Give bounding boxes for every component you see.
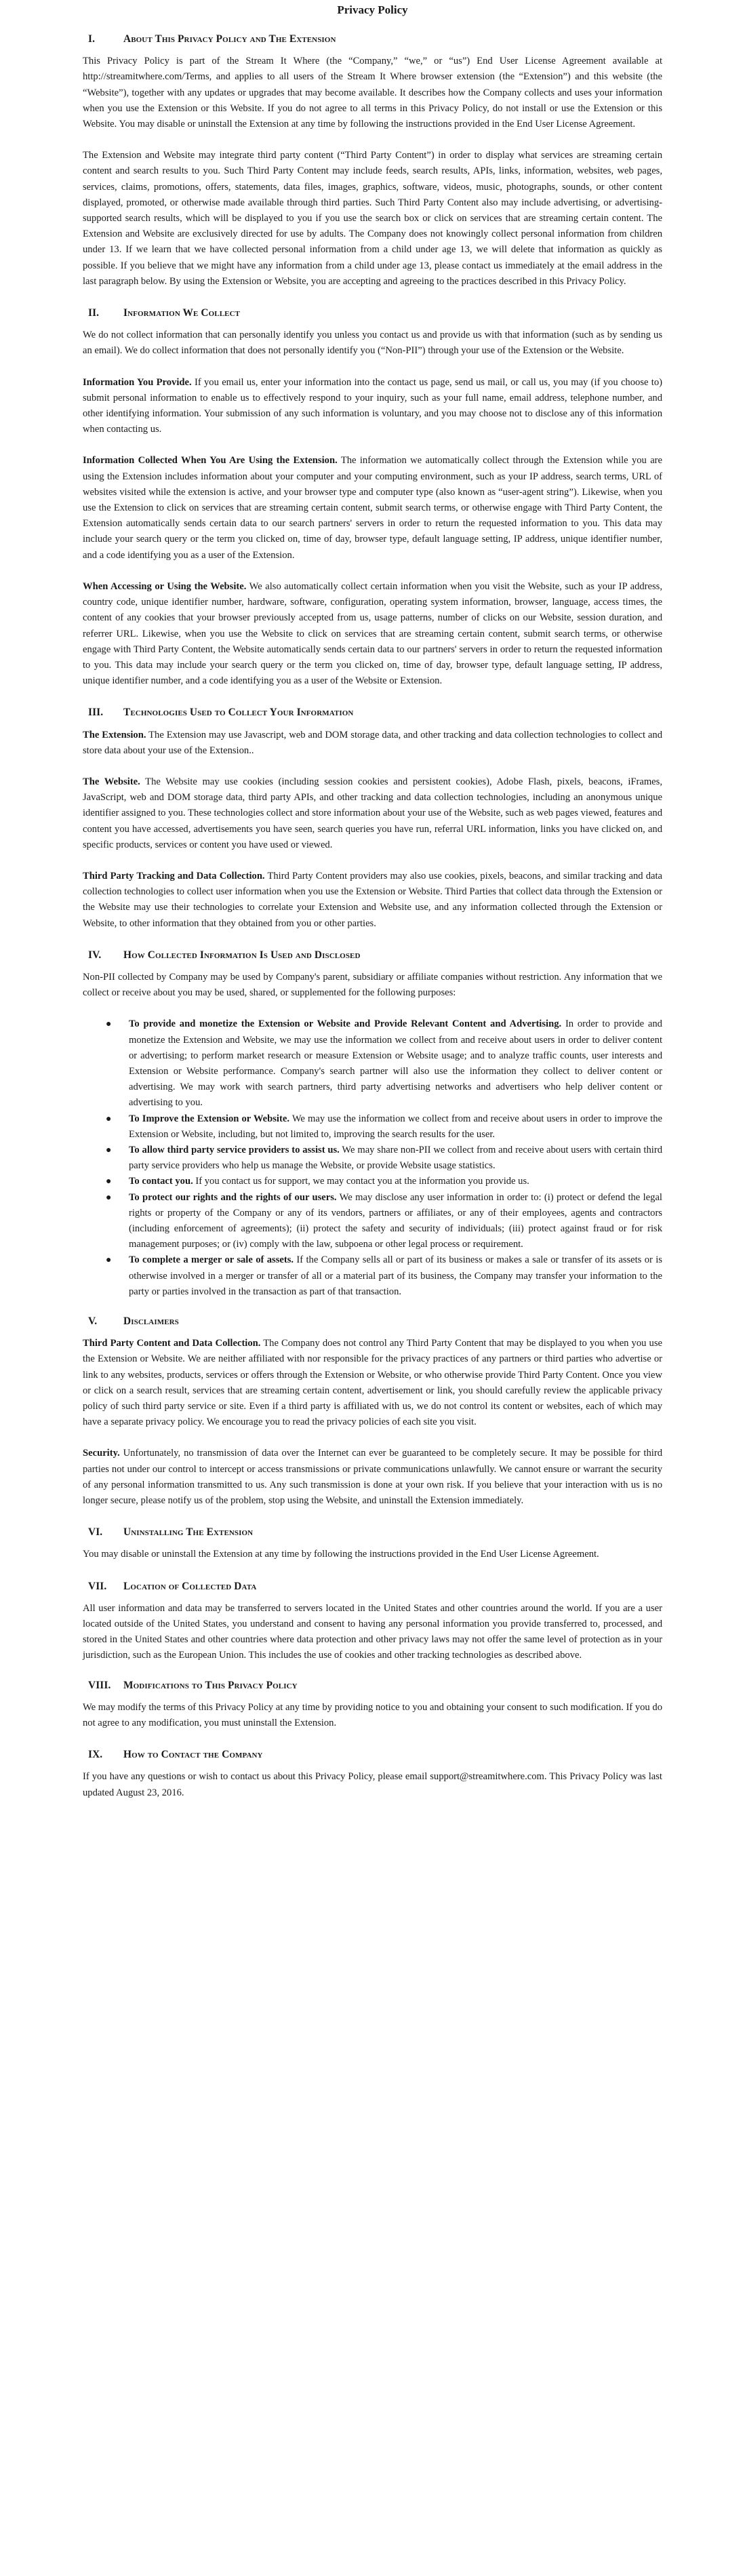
paragraph: The Extension and Website may integrate third party content (“Third Party Content”) in order to display what services are streaming certain content and search results to you. Such Third Party Content may include feeds, search results, APIs, links, information, websites, web pages, services, claims, promotions, offers, statements, data files, images, graphics, software, videos, music, photographs, sounds, or other content displayed, promoted, or otherwise made available through third parties. Such Third Party Content also may include advertising, or advertising-supported search results, which will be displayed to you if you use the search box or click on services that are streaming certain content. The Extension and Website are exclusively directed for use by adults. The Company does not knowingly collect personal information from children under 13. If we learn that we have collected personal information from a child under age 13, we will delete that information as quickly as possible. If you believe that we might have any information from a child under age 13, please contact us immediately at the email address in the last paragraph below. By using the Extension or Website, you are accepting and agreeing to the practices described in this Privacy Policy. [83,150,662,287]
list-item: ● To protect our rights and the rights of our users. We may disclose any user information in order to: (i) protect or defend the legal rights or property of the Company or any of its vendors, partners or affiliates, or any of their employees, agents and contractors (including enforcement of agreements); (ii) protect the safety and security of individuals; (iii) protect against fraud or for risk management purposes; or (iv) comply with the law, subpoena or other legal process or requirement. [129,1190,662,1253]
paragraph: Information Collected When You Are Using the Extension. The information we automatically collect through the Extension while you are using the Extension includes information about your computer and your computing environment, such as your IP address, search terms, URL of websites visited while the extension is active, and your browser type and computer type (also known as “user-agent string”). Likewise, when you use the Extension to click on services that are streaming certain content, submit search terms, or otherwise engage with Third Party Content, the Extension automatically sends certain data to our search partners' servers in order to return the requested information to you. This data may include your search query or the term you clicked on, time of day, browser type, default language setting, IP address, unique identifier number, and a code identifying you as a user of the Extension. [83,455,663,561]
paragraph: Third Party Tracking and Data Collection. Third Party Content providers may also use cookies, pixels, beacons, and similar tracking and data collection technologies to collect user information when you use the Extension or Website. Third Parties that collect data through the Extension or the Website may use their technologies to correlate your Extension and Website use, and any information collected through the Extension or Website, to other information that they obtained from you or other parties. [83,870,662,929]
section-heading: V. Disclaimers [88,1315,179,1328]
section-contact [83,1747,662,1801]
paragraph: We may modify the terms of this Privacy Policy at any time by providing notice to you and obtaining your consent to such modification. If you do not agree to any modification, you must uninstall the Extension. [83,1701,662,1729]
paragraph: We do not collect information that can personally identify you unless you contact us and provide us with that information (such as by sending us an email). We do collect information that does not personally identify you (“Non-PII”) through your use of the Extension or the Website. [83,330,662,357]
section-uninstalling [83,1524,662,1562]
list-item: ● To allow third party service providers to assist us. We may share non-PII we collect from and receive about users with certain third party service providers who help us manage the Website, or provide Website usage statistics. [129,1143,662,1174]
list-item: ● To complete a merger or sale of assets. If the Company sells all or part of its business or makes a sale or transfer of its assets or is otherwise involved in a merger or transfer of all or a material part of its business, the Company may transfer your information to the party or parties involved in the transaction as part of that transaction. [129,1252,662,1300]
bullet-icon: ● [106,1192,112,1203]
bullet-icon: ● [106,1255,112,1266]
paragraph: Security. Unfortunately, no transmission of data over the Internet can ever be guaranteed to be completely secure. It may be possible for third parties not under our control to intercept or access transmissions or private communications unlawfully. We cannot ensure or warrant the security of any personal information transmitted to us. Any such transmission is done at your own risk. If you believe that your interaction with us is no longer secure, please notify us of the problem, stop using the Website, and uninstall the Extension immediately. [83,1448,662,1507]
list-item: ● To contact you. If you contact us for support, we may contact you at the information you provide us. [129,1174,662,1189]
section-use-and-disclosure [83,947,662,1300]
paragraph: When Accessing or Using the Website. We also automatically collect certain information when you visit the Website, such as your IP address, country code, unique identifier number, hardware, software, configuration, operating system information, browser, language, access times, the content of any cookies that your browser previously accepted from us, usage patterns, number of clicks on our Website, session duration, and referrer URL. Likewise, when you use the Website to click on services that are streaming certain content, submit search terms, or otherwise engage with Third Party Content, the Website automatically sends certain data to our partners' servers in order to return the requested information to you. This data may include your search query or the term you clicked on, time of day, browser type, default language setting, IP address, unique identifier number, and a code identifying you as a user of the Website or Extension. [83,580,663,687]
paragraph: The Extension. The Extension may use Javascript, web and DOM storage data, and other tracking and data collection technologies to collect and store data about your use of the Extension.. [83,729,662,756]
section-heading: IX. How to Contact the Company [88,1749,263,1761]
bullet-icon: ● [106,1113,112,1124]
section-heading: IV. How Collected Information Is Used and Disclosed [88,949,361,961]
section-information-we-collect [83,305,662,689]
paragraph: The Website. The Website may use cookies (including session cookies and persistent cookies), Adobe Flash, pixels, beacons, iFrames, JavaScript, web and DOM storage data, third party APIs, and other tracking and data collection technologies, including an anonymous unique identifier assigned to you. These technologies collect and store information about your use of the Website, such as web pages viewed, features and content you have accessed, advertisements you have seen, search queries you have run, referral URL information, links you have clicked on, and specific products, services or content you have used or viewed. [83,776,662,850]
bullet-icon: ● [106,1019,112,1030]
section-heading: VI. Uninstalling The Extension [88,1526,254,1539]
paragraph: Third Party Content and Data Collection. The Company does not control any Third Party Content that may be displayed to you when you use the Extension or Website. We are neither affiliated with nor responsible for the privacy practices of any partners or third parties who advertise or link to any websites, products, services or offers through the Extension or Website, or who otherwise provide Third Party Content. Once you view or click on a search result, services that are streaming certain content, advertisement or link, you should carefully review the applicable privacy policy of such third party service or site. Even if a third party is affiliated with us, we do not control its content or websites, each of which may have a separate privacy policy. We encourage you to read the privacy policies of each site you visit. [83,1338,662,1428]
paragraph: Information You Provide. If you email us, enter your information into the contact us page, send us mail, or call us, you may (if you choose to) submit personal information to enable us to effectively respond to your inquiry, such as your full name, email address, telephone number, and other identifying information. Your submission of any such information is voluntary, and you may choose not to disclose any of this information when contacting us. [83,376,662,435]
bullet-icon: ● [106,1176,112,1187]
section-heading: I. About This Privacy Policy and The Extension [88,33,336,45]
section-location [83,1579,662,1664]
section-heading: III. Technologies Used to Collect Your Information [88,707,354,719]
list-item: ● To Improve the Extension or Website. We may use the information we collect from and receive about users in order to improve the Extension or Website, including, but not limited to, improving the search results for the user. [129,1111,662,1143]
bullet-icon: ● [106,1145,112,1155]
section-modifications [83,1678,662,1732]
paragraph: All user information and data may be transferred to servers located in the United States and other countries around the world. If you are a user located outside of the United States, you understand and consent to having any personal information you provide transferred to, processed, and stored in the United States and other countries where data protection and other privacy laws may not offer the same level of protection as in your jurisdiction, such as the European Union. This includes the use of cookies and other tracking technologies as described above. [83,1602,662,1661]
paragraph: This Privacy Policy is part of the Stream It Where (the “Company,” “we,” or “us”) End User License Agreement available at http://streamitwhere.com/Terms, and applies to all users of the Stream It Where browser extension (the “Extension”) and this website (the “Website”), together with any updates or upgrades that may become available. It describes how the Company collects and uses your information when you use the Extension or this Website. If you do not agree to all terms in this Privacy Policy, do not install or use the Extension or this Website. You may disable or uninstall the Extension at any time by following the instructions provided in the End User License Agreement. [83,56,662,130]
page-title: Privacy Policy [337,3,408,16]
purpose-list [83,1016,662,1300]
section-technologies [83,705,662,931]
section-heading: VIII. Modifications to This Privacy Policy [88,1679,298,1691]
paragraph: If you have any questions or wish to contact us about this Privacy Policy, please email support@streamitwhere.com. This Privacy Policy was last updated August 23, 2016. [83,1771,662,1798]
section-heading: VII. Location of Collected Data [88,1580,257,1592]
section-about [83,31,662,290]
section-heading: II. Information We Collect [88,307,241,319]
paragraph: You may disable or uninstall the Extension at any time by following the instructions provided in the End User License Agreement. [83,1549,599,1560]
section-disclaimers [83,1313,662,1509]
paragraph: Non-PII collected by Company may be used by Company's parent, subsidiary or affiliate companies without restriction. Any information that we collect or receive about you may be used, shared, or supplemented for the following purposes: [83,971,662,999]
list-item: ● To provide and monetize the Extension or Website and Provide Relevant Content and Advertising. In order to provide and monetize the Extension and Website, we may use the information we collect from and receive about users in order to deliver content or advertising; to perform market research or measure Extension or Website usage; and to analyze traffic counts, user interests and Extension or Website performance. Company's search partner will also use the information they collect to deliver content or advertising. We may work with search partners, third party advertising networks and advertisers who help deliver content or advertising to you. [129,1016,662,1111]
